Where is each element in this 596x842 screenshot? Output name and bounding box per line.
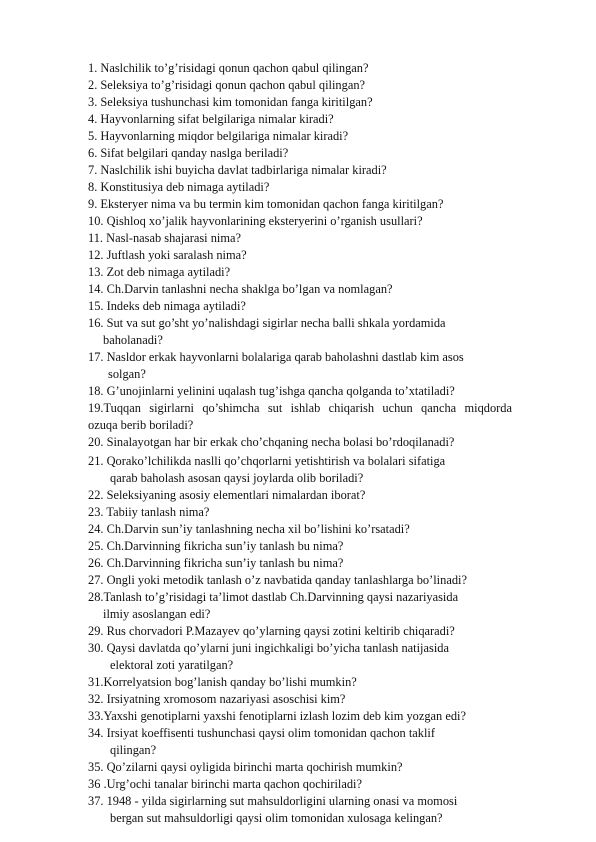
question-21: 21. Qorako’lchilikda naslli qo’chqorlarni yetishtirish va bolalari sifatiga [88,454,446,468]
question-7: 7. Naslchilik ishi buyicha davlat tadbirlariga nimalar kiradi? [88,163,387,177]
question-26: 26. Ch.Darvinning fikricha sun’iy tanlash bu nima? [88,556,344,570]
question-22: 22. Seleksiyaning asosiy elementlari nimalardan iborat? [88,488,366,502]
question-10: 10. Qishloq xo’jalik hayvonlarining eksteryerini o’rganish usullari? [88,214,423,228]
question-27: 27. Ongli yoki metodik tanlash o’z navbatida qanday tanlashlarga bo’linadi? [88,573,467,587]
question-16: 16. Sut va sut go’sht yo’nalishdagi sigirlar necha balli shkala yordamida [88,316,446,330]
question-19: 19.Tuqqan sigirlarni qo’shimcha sut ishlab chiqarish uchun qancha miqdorda [88,401,512,415]
question-23: 23. Tabiiy tanlash nima? [88,505,210,519]
question-12: 12. Juftlash yoki saralash nima? [88,248,247,262]
question-28: 28.Tanlash to’g’risidagi ta’limot dastlab Ch.Darvinning qaysi nazariyasida [88,590,459,604]
question-36: 36 .Urg’ochi tanalar birinchi marta qachon qochiriladi? [88,777,362,791]
question-33: 33.Yaxshi genotiplarni yaxshi fenotiplarni izlash lozim deb kim yozgan edi? [88,709,466,723]
question-34-continuation: qilingan? [110,743,157,757]
question-8: 8. Konstitusiya deb nimaga aytiladi? [88,180,270,194]
question-17: 17. Nasldor erkak hayvonlarni bolalariga qarab baholashni dastlab kim asos [88,350,464,364]
question-3: 3. Seleksiya tushunchasi kim tomonidan fanga kiritilgan? [88,95,373,109]
question-13: 13. Zot deb nimaga aytiladi? [88,265,231,279]
question-14: 14. Ch.Darvin tanlashni necha shaklga bo’lgan va nomlagan? [88,282,393,296]
question-15: 15. Indeks deb nimaga aytiladi? [88,299,246,313]
question-25: 25. Ch.Darvinning fikricha sun’iy tanlash bu nima? [88,539,344,553]
question-37: 37. 1948 - yilda sigirlarning sut mahsuldorligini ularning onasi va momosi [88,794,458,808]
question-32: 32. Irsiyatning xromosom nazariyasi asoschisi kim? [88,692,346,706]
question-20: 20. Sinalayotgan har bir erkak cho’chqaning necha bolasi bo’rdoqilanadi? [88,435,455,449]
question-5: 5. Hayvonlarning miqdor belgilariga nimalar kiradi? [88,129,349,143]
question-4: 4. Hayvonlarning sifat belgilariga nimalar kiradi? [88,112,334,126]
question-29: 29. Rus chorvadori P.Mazayev qo’ylarning qaysi zotini keltirib chiqaradi? [88,624,455,638]
question-30: 30. Qaysi davlatda qo’ylarni juni ingichkaligi bo’yicha tanlash natijasida [88,641,449,655]
question-1: 1. Naslchilik to’g’risidagi qonun qachon qabul qilingan? [88,61,369,75]
question-34: 34. Irsiyat koeffisenti tushunchasi qaysi olim tomonidan qachon taklif [88,726,435,740]
question-11: 11. Nasl-nasab shajarasi nima? [88,231,241,245]
question-30-continuation: elektoral zoti yaratilgan? [110,658,234,672]
question-9: 9. Eksteryer nima va bu termin kim tomonidan qachon fanga kiritilgan? [88,197,444,211]
question-6: 6. Sifat belgilari qanday naslga beriladi? [88,146,289,160]
question-28-continuation: ilmiy asoslangan edi? [103,607,211,621]
question-2: 2. Seleksiya to’g’risidagi qonun qachon qabul qilingan? [88,78,366,92]
question-16-continuation: baholanadi? [103,333,163,347]
question-31: 31.Korrelyatsion bog’lanish qanday bo’lishi mumkin? [88,675,357,689]
question-37-continuation: bergan sut mahsuldorligi qaysi olim tomonidan xulosaga kelingan? [110,811,443,825]
question-21-continuation: qarab baholash asosan qaysi joylarda olib boriladi? [110,471,364,485]
question-18: 18. G’unojinlarni yelinini uqalash tug’ishga qancha qolganda to’xtatiladi? [88,384,455,398]
question-35: 35. Qo’zilarni qaysi oyligida birinchi marta qochirish mumkin? [88,760,403,774]
question-19-continuation: ozuqa berib boriladi? [88,418,194,432]
question-17-continuation: solgan? [108,367,146,381]
question-24: 24. Ch.Darvin sun’iy tanlashning necha xil bo’lishini ko’rsatadi? [88,522,410,536]
